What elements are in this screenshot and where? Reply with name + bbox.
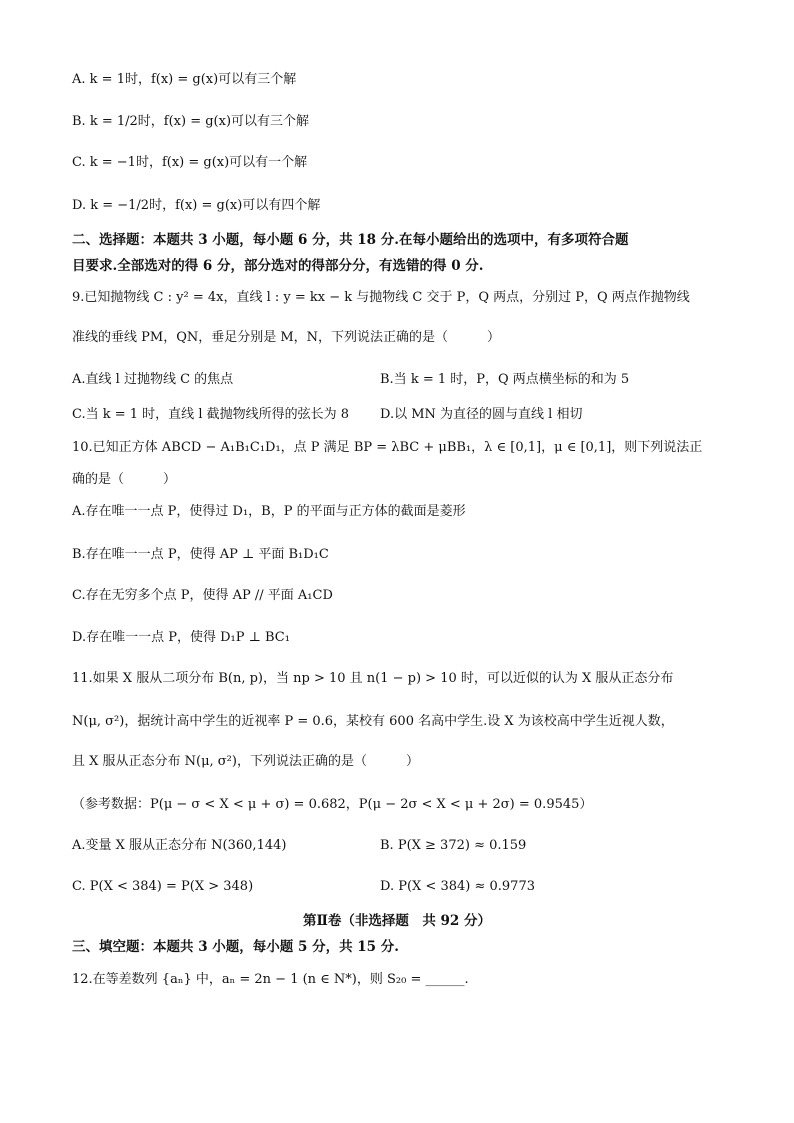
q11-option-a: A.变量 X 服从正态分布 N(360,144) — [72, 838, 287, 853]
q11-stem-line1: 11.如果 X 服从二项分布 B(n, p)，当 np > 10 且 n(1 − p) > 10 时，可以近似的认为 X 服从正态分布 — [72, 671, 674, 686]
q12-stem: 12.在等差数列 {aₙ} 中，aₙ = 2n − 1 (n ∈ N*)，则 S₂₀ = ______. — [72, 972, 469, 987]
q9-option-a: A.直线 l 过抛物线 C 的焦点 — [72, 372, 234, 387]
q10-stem-line2: 确的是（ ） — [72, 472, 177, 487]
q11-option-d: D. P(X < 384) ≈ 0.9773 — [380, 879, 535, 894]
q9-option-b: B.当 k = 1 时，P，Q 两点横坐标的和为 5 — [380, 372, 630, 387]
q10-option-d: D.存在唯一一点 P，使得 D₁P ⊥ BC₁ — [72, 630, 290, 645]
q9-option-c: C.当 k = 1 时，直线 l 截抛物线所得的弦长为 8 — [72, 407, 350, 422]
q10-stem-line1: 10.已知正方体 ABCD − A₁B₁C₁D₁，点 P 满足 BP = λBC + μBB₁，λ ∈ [0,1]，μ ∈ [0,1]，则下列说法正 — [72, 440, 703, 455]
q10-option-c: C.存在无穷多个点 P，使得 AP // 平面 A₁CD — [72, 588, 333, 603]
q9-stem-line1: 9.已知抛物线 C : y² = 4x，直线 l : y = kx − k 与抛物线 C 交于 P，Q 两点，分别过 P，Q 两点作抛物线 — [72, 290, 690, 305]
option-c-prev: C. k = −1时，f(x) = g(x)可以有一个解 — [72, 155, 308, 170]
q11-reference-data: （参考数据：P(μ − σ < X < μ + σ) = 0.682，P(μ − 2σ < X < μ + 2σ) = 0.9545） — [72, 797, 593, 812]
q11-stem-line2: N(μ, σ²)，据统计高中学生的近视率 P = 0.6，某校有 600 名高中学生.设 X 为该校高中学生近视人数， — [72, 714, 674, 729]
section-2-heading-line2: 目要求.全部选对的得 6 分，部分选对的得部分分，有选错的得 0 分. — [72, 258, 484, 274]
option-b-prev: B. k = 1/2时，f(x) = g(x)可以有三个解 — [72, 114, 310, 129]
part-2-title: 第Ⅱ卷（非选择题 共 92 分） — [302, 913, 492, 929]
q10-option-a: A.存在唯一一点 P，使得过 D₁，B，P 的平面与正方体的截面是菱形 — [72, 504, 466, 519]
q11-option-c: C. P(X < 384) = P(X > 348) — [72, 879, 254, 894]
section-2-heading-line1: 二、选择题：本题共 3 小题，每小题 6 分，共 18 分.在每小题给出的选项中，有多项符合题 — [72, 232, 629, 248]
option-a-prev: A. k = 1时，f(x) = g(x)可以有三个解 — [72, 72, 297, 87]
section-3-heading: 三、填空题：本题共 3 小题，每小题 5 分，共 15 分. — [72, 939, 399, 955]
q11-stem-line3: 且 X 服从正态分布 N(μ, σ²)，下列说法正确的是（ ） — [72, 754, 419, 769]
q9-option-d: D.以 MN 为直径的圆与直线 l 相切 — [380, 407, 583, 422]
q11-option-b: B. P(X ≥ 372) ≈ 0.159 — [380, 838, 527, 853]
q10-option-b: B.存在唯一一点 P，使得 AP ⊥ 平面 B₁D₁C — [72, 547, 329, 562]
option-d-prev: D. k = −1/2时，f(x) = g(x)可以有四个解 — [72, 198, 321, 213]
q9-stem-line2: 准线的垂线 PM，QN，垂足分别是 M，N，下列说法正确的是（ ） — [72, 330, 501, 345]
